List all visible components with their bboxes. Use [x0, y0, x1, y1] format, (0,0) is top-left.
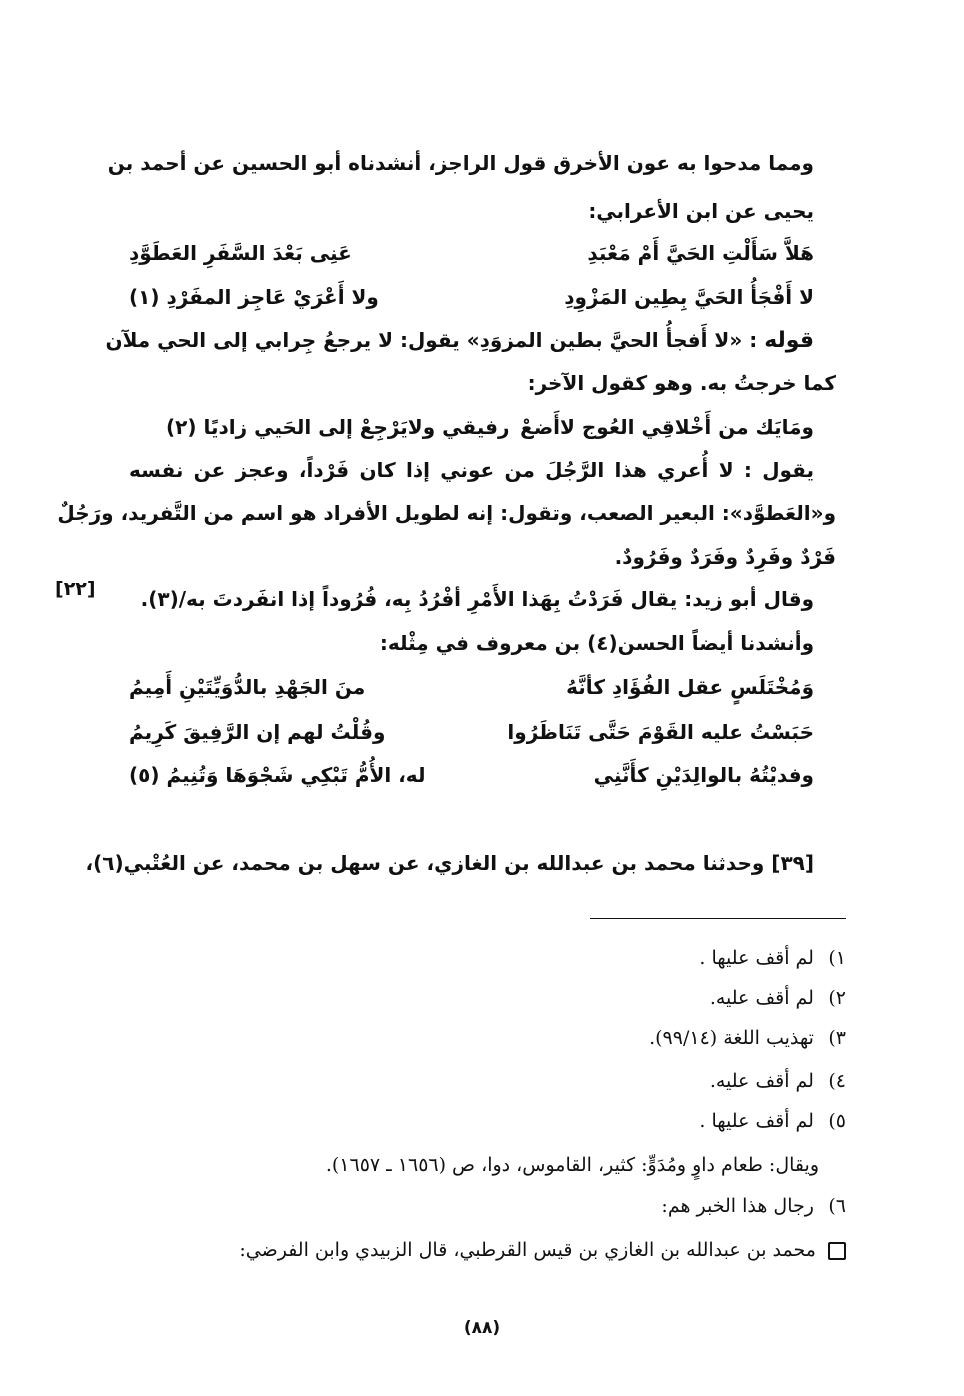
verse-1-second-hemistich: عَنِى بَعْدَ السَّفَرِ العَطَوَّدِ — [129, 241, 352, 265]
footnote-6-list-item-text: محمد بن عبدالله بن الغازي بن قيس القرطبي، قال الزبيدي وابن الفرضي: — [239, 1239, 816, 1261]
square-bullet-icon — [828, 1242, 846, 1260]
paragraph-4-line-1: وقال أبو زيد: يقال فَرَدْتُ بِهَذا الأَمْرِ أفْرُدُ بِه، فُرُوداً إذا انفَردتَ به/(٣). — [140, 587, 814, 611]
footnote-2-number: ٢) — [828, 987, 846, 1009]
paragraph-5-line-1: وأنشدنا أيضاً الحسن(٤) بن معروف في مِثْله: — [379, 631, 814, 655]
footnote-1-number: ١) — [828, 947, 846, 969]
verse-2-second-hemistich: ولا أَعْرَيْ عَاجِز المفَرْدِ (١) — [129, 285, 379, 309]
paragraph-1-line-2: يحيى عن ابن الأعرابي: — [588, 199, 814, 223]
paragraph-3-line-2: و«العَطوَّد»: البعير الصعب، وتقول: إنه لطويل الأفراد هو اسم من التَّفريد، ورَجُلٌ — [57, 501, 836, 525]
footnote-6-number: ٦) — [828, 1195, 846, 1217]
verse-6-second-hemistich: له، الأُمُّ تَبْكِي شَجْوَهَا وَتُنِيمُ (٥) — [129, 763, 426, 787]
footnote-4 — [710, 1067, 846, 1095]
footnote-5-number: ٥) — [828, 1110, 846, 1132]
verse-3 — [166, 412, 814, 442]
footnote-5 — [699, 1107, 846, 1135]
footnote-4-number: ٤) — [828, 1070, 846, 1092]
verse-4 — [129, 672, 814, 702]
footnote-1 — [699, 944, 846, 972]
footnote-3-number: ٣) — [828, 1027, 846, 1049]
paragraph-3-line-3: فَرْدٌ وفَرِدٌ وفَرَدٌ وفَرُودٌ. — [614, 545, 836, 569]
footnote-3-text: تهذيب اللغة (٩٩/١٤). — [649, 1027, 814, 1049]
footnote-5-text: لم أقف عليها . — [699, 1110, 814, 1132]
paragraph-2-line-1 — [105, 325, 814, 356]
paragraph-6-line-1: [٣٩] وحدثنا محمد بن عبدالله بن الغازي، عن سهل بن محمد، عن العُتْبي(٦)، — [85, 851, 814, 875]
verse-1-first-hemistich: هَلاَّ سَأَلْتِ الحَيَّ أَمْ مَعْبَدِ — [587, 241, 814, 265]
verse-1 — [129, 238, 814, 268]
footnote-separator — [590, 918, 846, 919]
verse-2-first-hemistich: لا أَفْجَأُ الحَيَّ بِطِين المَزْوِدِ — [564, 285, 814, 309]
verse-3-first-hemistich: ومَايَك من أَخْلاقِي العُوج لاأَضعْ — [520, 415, 814, 439]
verse-5-second-hemistich: وقُلْتُ لهم إن الرَّفِيقَ كَرِيمُ — [129, 720, 386, 744]
commentary-label: قوله — [764, 328, 814, 353]
page-number: (٨٨) — [463, 1318, 501, 1338]
footnote-6-list-item — [239, 1236, 846, 1264]
verse-2 — [129, 282, 814, 312]
verse-6 — [129, 760, 814, 790]
footnote-3 — [649, 1024, 846, 1052]
footnote-6-text: رجال هذا الخبر هم: — [661, 1195, 814, 1217]
footnote-2 — [710, 984, 846, 1012]
footnote-1-text: لم أقف عليها . — [699, 947, 814, 969]
footnote-6 — [661, 1192, 846, 1220]
footnote-2-text: لم أقف عليه. — [709, 987, 814, 1009]
side-folio-number: [٢٢] — [55, 578, 96, 600]
verse-4-first-hemistich: وَمُخْتَلَسٍ عقل الفُؤَادِ كأنَّهُ — [566, 675, 814, 699]
verse-5-first-hemistich: حَبَسْتُ عليه القَوْمَ حَتَّى تَنَاظَرُوا — [507, 720, 814, 744]
verse-6-first-hemistich: وفديْتُهُ بالوالِدَيْنِ كأَنَّنِي — [593, 763, 814, 787]
verse-4-second-hemistich: منَ الجَهْدِ بالدُّوَيِّتَيْنِ أَمِيمُ — [129, 675, 366, 699]
paragraph-3-line-1: يقول : لا أُعري هذا الرَّجُلَ من عوني إذا كان فَرْداً، وعجز عن نفسه — [129, 458, 814, 482]
verse-5 — [129, 717, 814, 747]
verse-3-second-hemistich: رفيقي ولايَرْجِعْ إلى الحَيي زاديًا (٢) — [166, 415, 510, 439]
footnote-4-text: لم أقف عليه. — [709, 1070, 814, 1092]
paragraph-2-line-2: كما خرجتُ به. وهو كقول الآخر: — [527, 371, 836, 395]
paragraph-1-line-1: ومما مدحوا به عون الأخرق قول الراجز، أنشدناه أبو الحسين عن أحمد بن — [107, 151, 814, 175]
commentary-text: : «لا أَفجأُ الحيَّ بطين المزوَدِ» يقول: لا يرجعُ جِرابي إلى الحي ملآن — [105, 328, 758, 352]
footnote-5-continuation: ويقال: طعام داوٍ ومُدَوٍّ: كثير، القاموس، دوا، ص (١٦٥٦ ـ ١٦٥٧). — [325, 1154, 819, 1176]
